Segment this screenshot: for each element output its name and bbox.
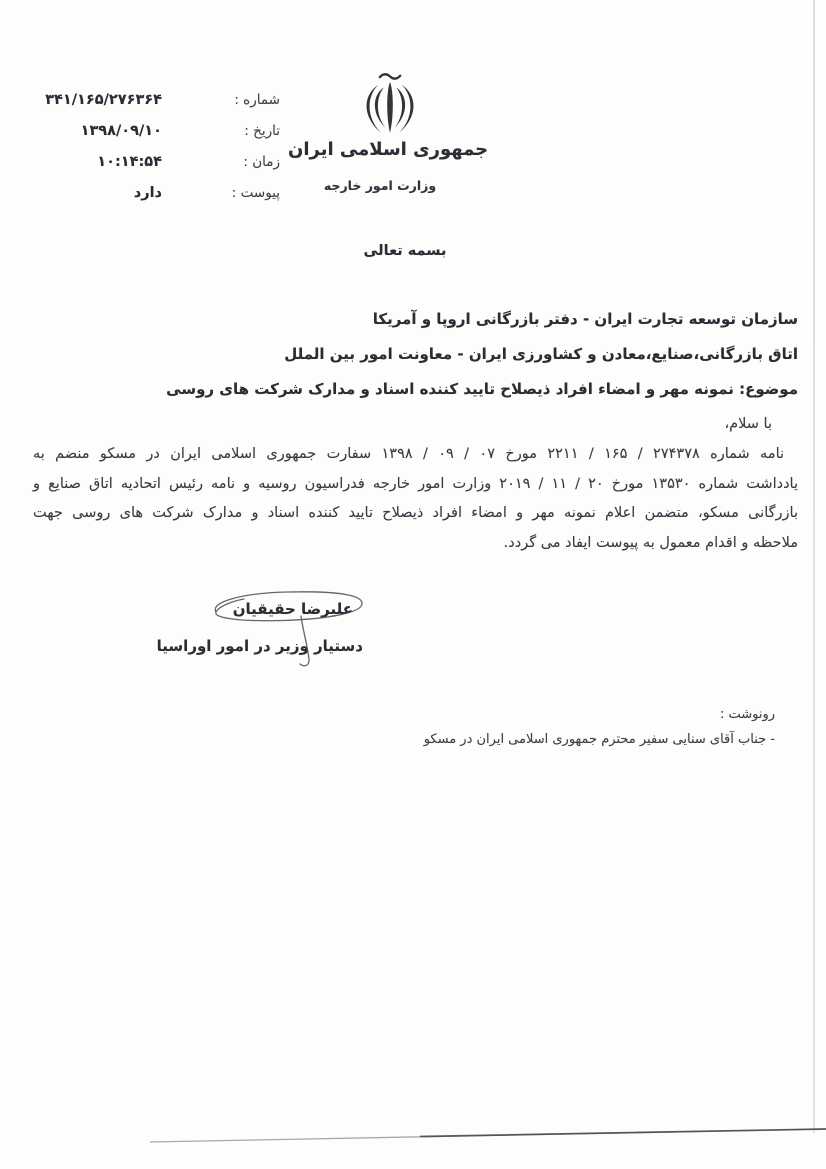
letterhead-country: جمهوری اسلامی ایران bbox=[288, 139, 489, 160]
paper-edge-shadow-right bbox=[813, 0, 815, 1133]
iran-national-emblem bbox=[356, 71, 424, 139]
date-label: تاریخ : bbox=[244, 123, 280, 139]
cc-block bbox=[424, 702, 775, 752]
body-line: یادداشت شماره ۱۳۵۳۰ مورخ ۲۰ / ۱۱ / ۲۰۱۹ وزارت امور خارجه فدراسیون روسیه و نامه رئیس اتحادیه اتاق صنایع و bbox=[33, 475, 798, 492]
letter-meta-block bbox=[30, 92, 280, 216]
meta-row-attachment bbox=[30, 185, 280, 216]
time-value: ۱۰:۱۴:۵۴ bbox=[97, 154, 162, 170]
attachment-label: پیوست : bbox=[231, 185, 280, 201]
body-line: نامه شماره ۲۷۴۳۷۸ / ۱۶۵ / ۲۲۱۱ مورخ ۰۷ / ۰۹ / ۱۳۹۸ سفارت جمهوری اسلامی ایران در مسکو منضم به bbox=[33, 446, 785, 462]
meta-row-date bbox=[30, 123, 280, 154]
time-label: زمان : bbox=[243, 154, 280, 170]
recipient-line: سازمان توسعه تجارت ایران - دفتر بازرگانی اروپا و آمریکا bbox=[372, 310, 798, 328]
meta-row-number bbox=[30, 92, 280, 123]
paper-edge-line-bottom bbox=[0, 1100, 826, 1169]
recipient-block bbox=[53, 302, 798, 407]
cc-item: - جناب آقای سنایی سفیر محترم جمهوری اسلامی ایران در مسکو bbox=[423, 732, 775, 747]
signature-block bbox=[157, 597, 363, 658]
number-value: ۳۴۱/۱۶۵/۲۷۶۳۶۴ bbox=[45, 92, 162, 108]
signer-title: دستیار وزیر در امور اوراسیا bbox=[156, 637, 363, 655]
attachment-value: دارد bbox=[133, 185, 162, 201]
salutation: با سلام، bbox=[724, 416, 772, 432]
subject-line: موضوع: نمونه مهر و امضاء افراد ذیصلاح تایید کننده اسناد و مدارک شرکت های روسی bbox=[166, 380, 798, 398]
date-value: ۱۳۹۸/۰۹/۱۰ bbox=[80, 123, 162, 139]
body-line: ملاحظه و اقدام معمول به پیوست ایفاد می گردد. bbox=[503, 534, 798, 551]
number-label: شماره : bbox=[234, 92, 280, 108]
recipient-line: اتاق بازرگانی،صنایع،معادن و کشاورزی ایران - معاونت امور بین الملل bbox=[284, 345, 798, 363]
signer-name: علیرضا حقیقیان bbox=[232, 600, 353, 618]
cc-label: رونوشت : bbox=[719, 707, 775, 722]
body-line: بازرگانی مسکو، متضمن اعلام نمونه مهر و امضاء افراد ذیصلاح تایید کننده اسناد و مدارک شرکت های روسی جهت bbox=[33, 505, 798, 521]
besmele-header: بسمه تعالی bbox=[363, 243, 447, 259]
meta-row-time bbox=[30, 154, 280, 185]
letterhead-ministry: وزارت امور خارجه bbox=[323, 178, 437, 193]
letter-body bbox=[33, 440, 798, 558]
